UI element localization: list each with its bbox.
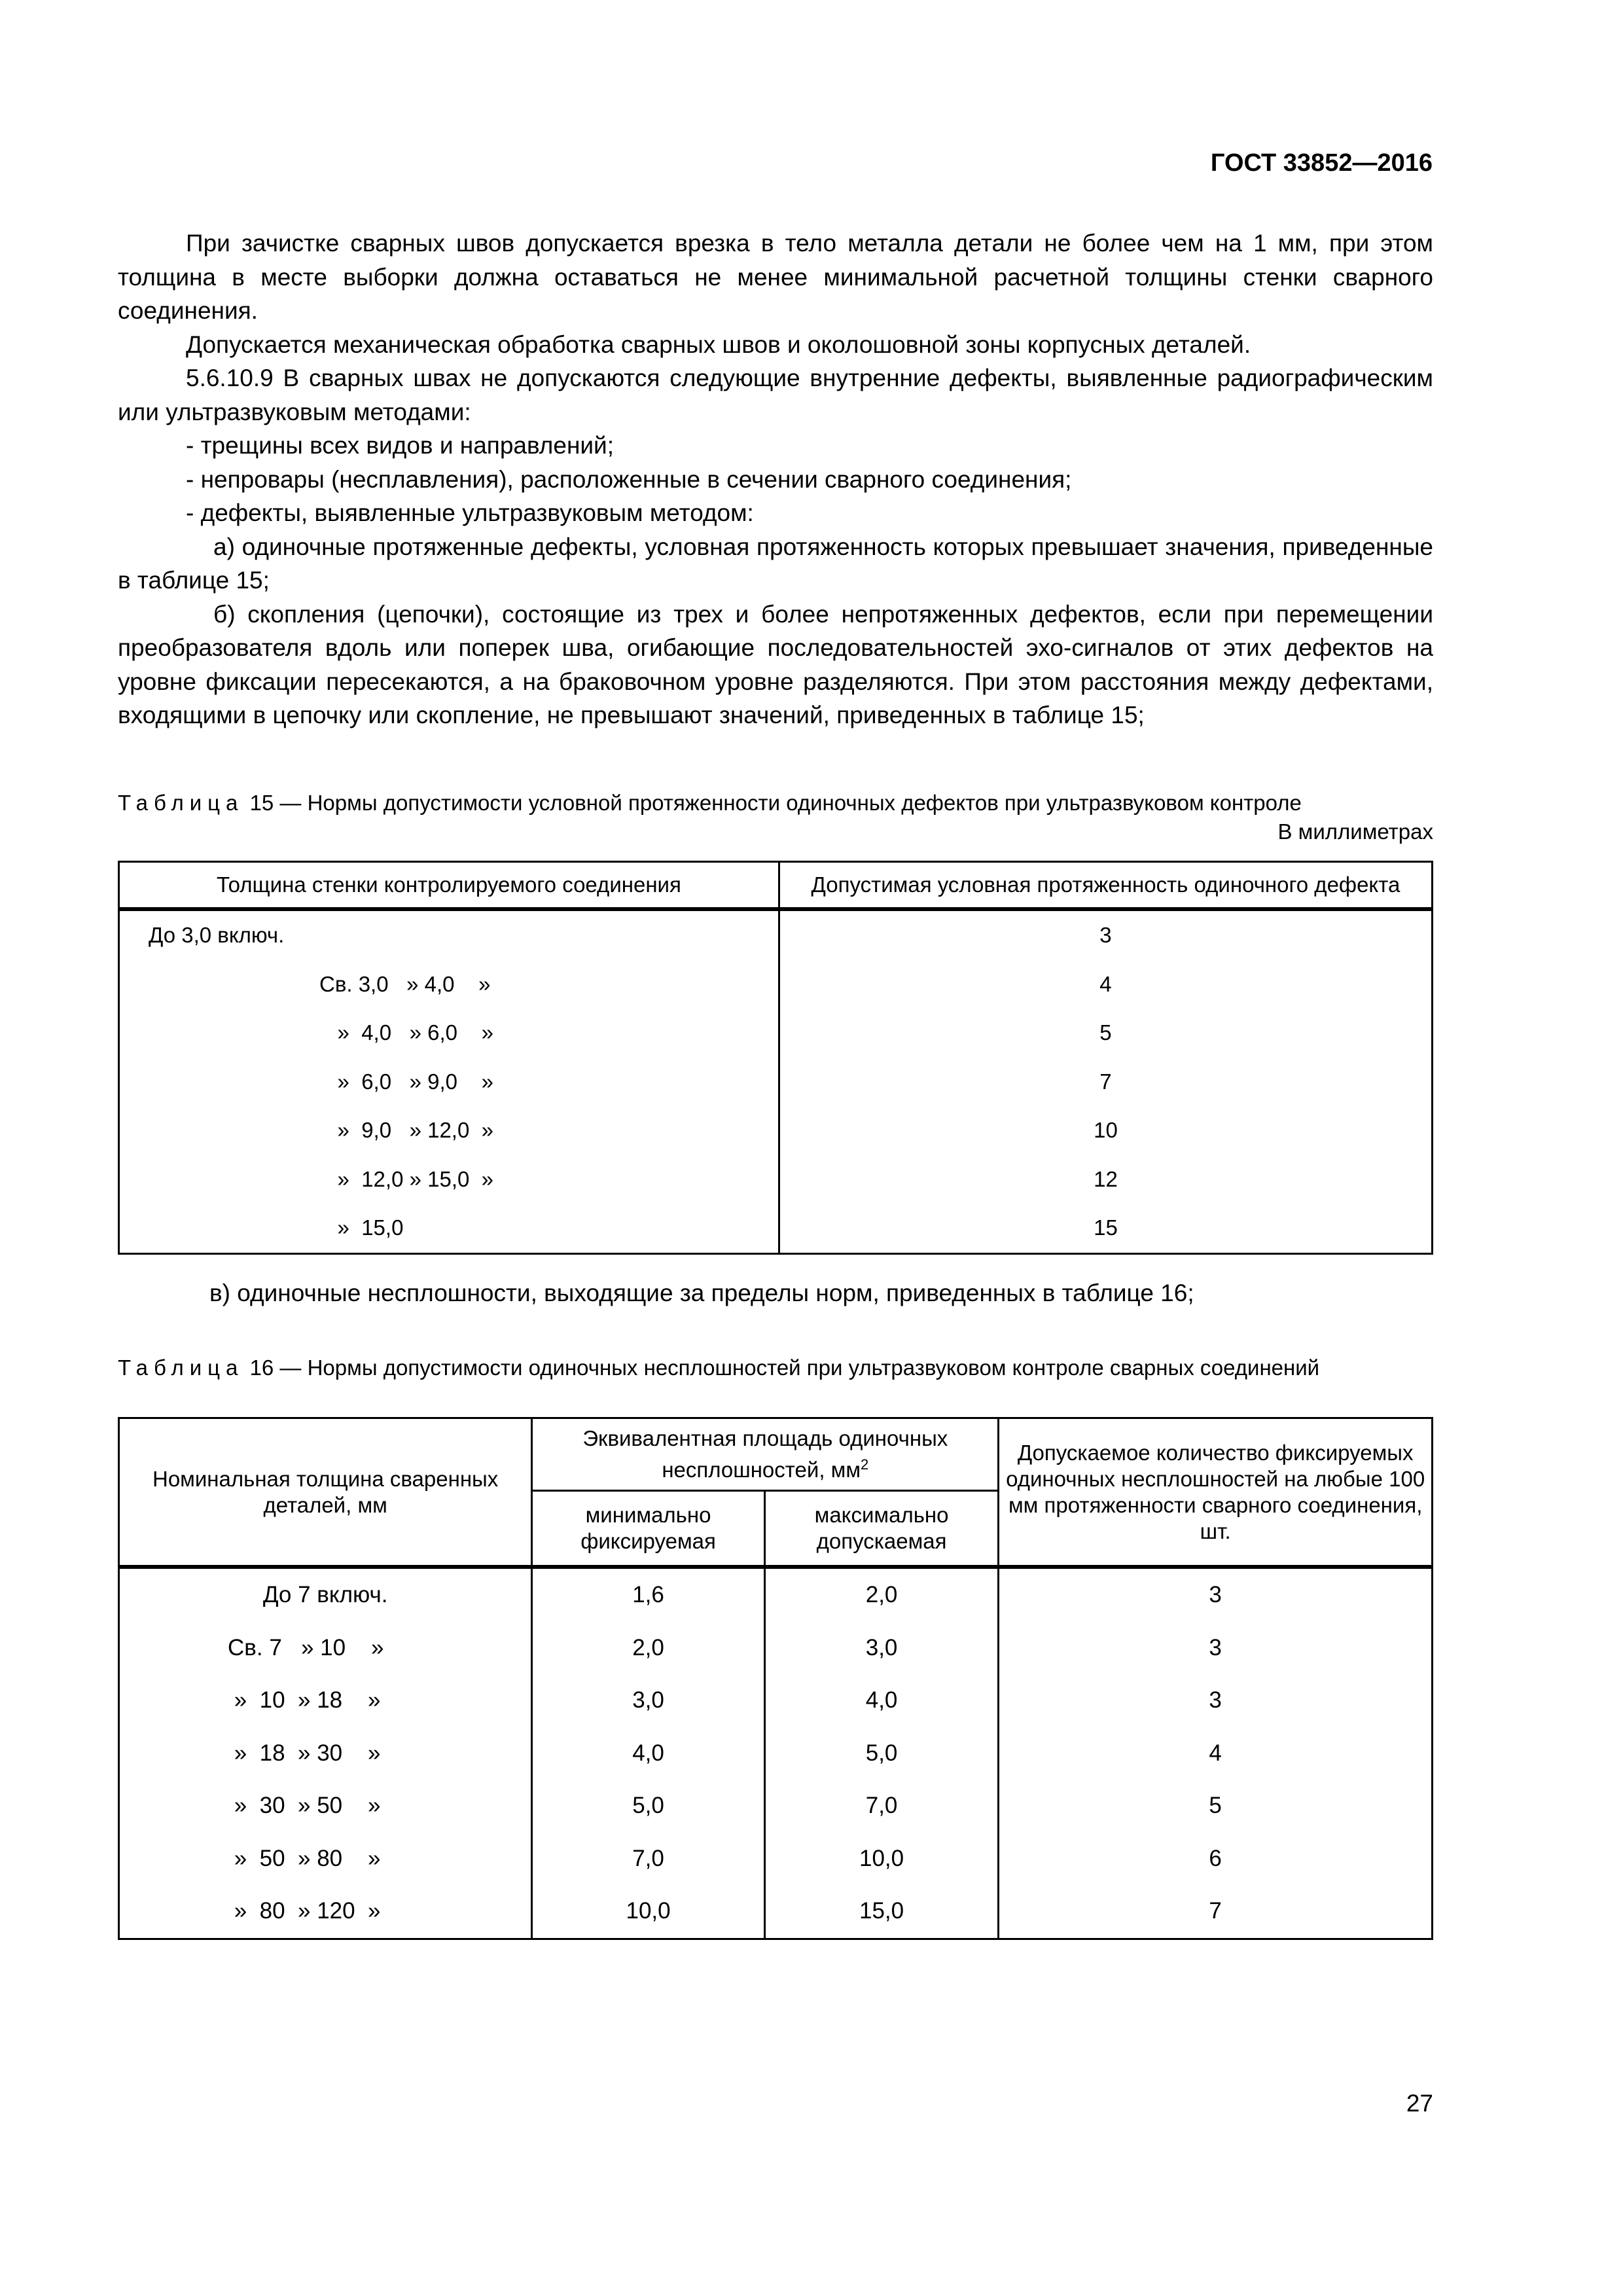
range-cell: » 30 » 50 » (228, 1793, 381, 1819)
paragraph: 5.6.10.9 В сварных швах не допускаются следующие внутренние дефекты, выявленные радиографическим или ультразвуковым методами: (118, 365, 1433, 425)
list-item: - дефекты, выявленные ультразвуковым методом: (186, 499, 754, 526)
range-cell: До 3,0 включ. (119, 909, 779, 960)
max-cell: 2,0 (764, 1567, 999, 1622)
value-cell: 12 (779, 1155, 1432, 1204)
column-header: максимально допускаемая (764, 1491, 999, 1568)
max-cell: 15,0 (764, 1885, 999, 1939)
table16-caption (118, 1354, 1433, 1382)
range-cell: Св. 7 » 10 » (228, 1634, 384, 1660)
max-cell: 3,0 (764, 1622, 999, 1675)
value-cell: 15 (779, 1204, 1432, 1253)
range-cell: » 50 » 80 » (228, 1845, 381, 1871)
table-header-row (119, 1418, 1433, 1491)
table-row (119, 909, 1433, 960)
list-item: - непровары (несплавления), расположенные в сечении сварного соединения; (186, 465, 1072, 493)
column-header: Допускаемое количество фиксируемых одиночных несплошностей на любые 100 мм протяженности сварного соединения, шт. (999, 1418, 1433, 1568)
value-cell: 7 (779, 1058, 1432, 1107)
table-15 (118, 861, 1433, 1255)
table-row (119, 1009, 1433, 1058)
paragraph: При зачистке сварных швов допускается врезка в тело металла детали не более чем на 1 мм, при этом толщина в месте выборки должна оставаться не менее минимальной расчетной толщины стенки сварного соединения. (118, 230, 1433, 324)
column-header: Толщина стенки контролируемого соединения (119, 862, 779, 910)
min-cell: 3,0 (532, 1674, 765, 1727)
value-cell: 10 (779, 1106, 1432, 1155)
value-cell: 4 (779, 960, 1432, 1009)
max-cell: 7,0 (764, 1780, 999, 1833)
table-16 (118, 1417, 1433, 1940)
range-cell: » 15,0 (319, 1215, 404, 1240)
count-cell: 3 (999, 1674, 1433, 1727)
range-cell: » 80 » 120 » (228, 1898, 381, 1924)
range-cell: » 18 » 30 » (228, 1740, 381, 1766)
area-header-text: Эквивалентная площадь одиночных несплошностей, мм (582, 1426, 948, 1482)
table-row (119, 1106, 1433, 1155)
column-header: Допустимая условная протяженность одиночного дефекта (779, 862, 1432, 910)
max-cell: 10,0 (764, 1833, 999, 1886)
count-cell: 3 (999, 1567, 1433, 1622)
page-number: 27 (1406, 2090, 1433, 2117)
table-units: В миллиметрах (1277, 819, 1433, 844)
max-cell: 4,0 (764, 1674, 999, 1727)
table-row (119, 1622, 1433, 1675)
table-label: Таблица (118, 1355, 244, 1380)
document-id-header: ГОСТ 33852—2016 (1210, 149, 1433, 177)
paragraph: Допускается механическая обработка сварных швов и околошовной зоны корпусных деталей. (186, 331, 1251, 358)
column-header: минимально фиксируемая (532, 1491, 765, 1568)
table-row (119, 1727, 1433, 1780)
range-cell: Св. 3,0 » 4,0 » (319, 971, 491, 996)
range-cell: » 4,0 » 6,0 » (319, 1020, 493, 1045)
range-cell: » 9,0 » 12,0 » (319, 1118, 494, 1143)
count-cell: 7 (999, 1885, 1433, 1939)
count-cell: 5 (999, 1780, 1433, 1833)
count-cell: 3 (999, 1622, 1433, 1675)
area-header-sup: 2 (861, 1456, 869, 1473)
paragraph: в) одиночные несплошности, выходящие за пределы норм, приведенных в таблице 16; (209, 1280, 1194, 1306)
range-cell: » 6,0 » 9,0 » (319, 1069, 493, 1094)
table-row (119, 1155, 1433, 1204)
range-cell: » 12,0 » 15,0 » (319, 1166, 494, 1191)
body-text (118, 226, 1433, 732)
max-cell: 5,0 (764, 1727, 999, 1780)
table-row (119, 1567, 1433, 1622)
list-item: - трещины всех видов и направлений; (186, 432, 615, 459)
table-row (119, 1204, 1433, 1253)
list-item: а) одиночные протяженные дефекты, условная протяженность которых превышает значения, приведенные в таблице 15; (118, 533, 1433, 594)
min-cell: 5,0 (532, 1780, 765, 1833)
count-cell: 6 (999, 1833, 1433, 1886)
table-row (119, 1780, 1433, 1833)
count-cell: 4 (999, 1727, 1433, 1780)
list-item: б) скопления (цепочки), состоящие из трех и более непротяженных дефектов, если при перемещении преобразователя вдоль или поперек шва, огибающие последовательностей эхо-сигналов от этих дефектов на уровне фиксации пересекаются, а на браковочном уровне разделяются. При этом расстояния между дефектами, входящими в цепочку или скопление, не превышают значений, приведенных в таблице 15; (118, 600, 1433, 728)
table-caption-text: 15 — Нормы допустимости условной протяженности одиночных дефектов при ультразвуковом контроле (249, 791, 1302, 815)
min-cell: 1,6 (532, 1567, 765, 1622)
table-label: Таблица (118, 791, 244, 815)
value-cell: 5 (779, 1009, 1432, 1058)
column-header: Номинальная толщина сваренных деталей, мм (119, 1418, 532, 1568)
column-header (532, 1418, 999, 1491)
table-row (119, 1674, 1433, 1727)
range-cell: До 7 включ. (119, 1567, 532, 1622)
table-row (119, 1885, 1433, 1939)
min-cell: 2,0 (532, 1622, 765, 1675)
min-cell: 10,0 (532, 1885, 765, 1939)
range-cell: » 10 » 18 » (228, 1687, 381, 1713)
table-header-row (119, 862, 1433, 910)
table-caption-text: 16 — Нормы допустимости одиночных несплошностей при ультразвуковом контроле сварных соединений (249, 1355, 1320, 1380)
table15-caption (118, 789, 1433, 846)
table-row (119, 1833, 1433, 1886)
table-row (119, 1058, 1433, 1107)
table-row (119, 960, 1433, 1009)
min-cell: 4,0 (532, 1727, 765, 1780)
min-cell: 7,0 (532, 1833, 765, 1886)
value-cell: 3 (779, 909, 1432, 960)
